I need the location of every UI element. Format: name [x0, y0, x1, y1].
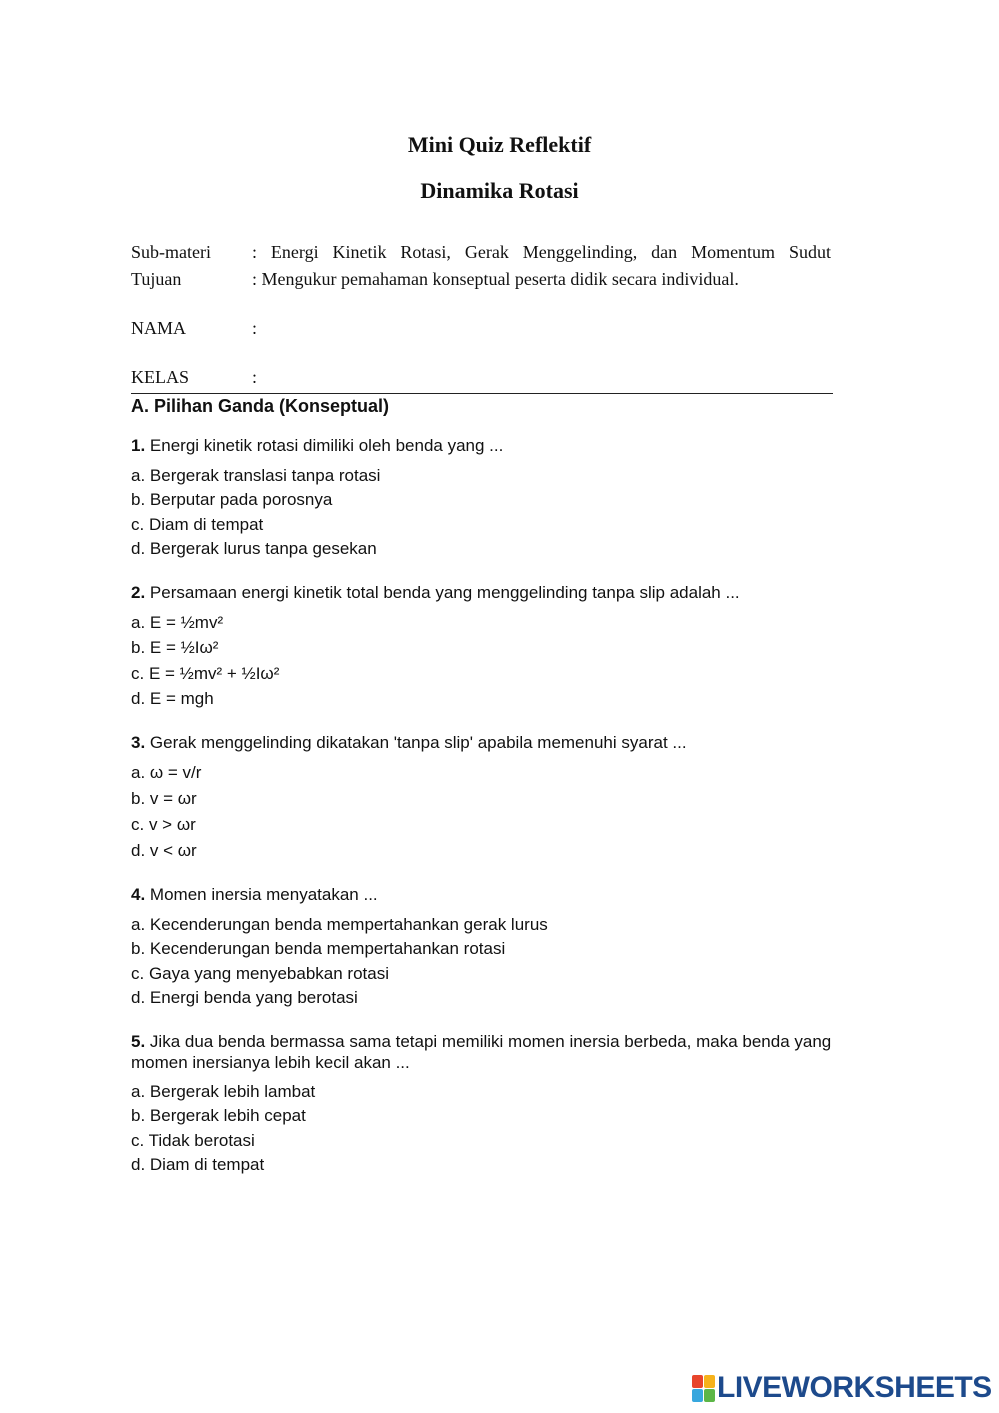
option-3c[interactable]: c. v > ωr: [131, 815, 196, 834]
page-subtitle: Dinamika Rotasi: [420, 178, 579, 203]
question-2: [131, 582, 851, 603]
option-1a[interactable]: a. Bergerak translasi tanpa rotasi: [131, 466, 381, 485]
logo-tile-v: [692, 1389, 703, 1402]
question-text: Persamaan energi kinetik total benda yang menggelinding tanpa slip adalah ...: [149, 583, 740, 602]
option-4c[interactable]: c. Gaya yang menyebabkan rotasi: [131, 964, 389, 983]
liveworksheets-logo-icon: [692, 1375, 714, 1401]
option-3a[interactable]: a. ω = v/r: [131, 763, 202, 782]
option-2d[interactable]: d. E = mgh: [131, 689, 214, 708]
question-text: Gerak menggelinding dikatakan 'tanpa slip' apabila memenuhi syarat ...: [149, 733, 687, 752]
option-4a[interactable]: a. Kecenderungan benda mempertahankan gerak lurus: [131, 915, 548, 934]
question-number: 2.: [131, 583, 146, 602]
liveworksheets-logo[interactable]: [692, 1373, 992, 1403]
option-4b[interactable]: b. Kecenderungan benda mempertahankan rotasi: [131, 939, 506, 958]
logo-text: LIVEWORKSHEETS: [717, 1371, 992, 1404]
header-divider: [131, 393, 833, 394]
question-text: Jika dua benda bermassa sama tetapi memiliki momen inersia berbeda, maka benda yang momen inersianya lebih kecil akan ...: [131, 1032, 832, 1072]
option-5a[interactable]: a. Bergerak lebih lambat: [131, 1082, 316, 1101]
submateri-label: Sub-materi: [131, 242, 211, 262]
question-1: [131, 435, 851, 456]
logo-tile-l: [692, 1375, 703, 1388]
question-text: Energi kinetik rotasi dimiliki oleh benda yang ...: [149, 436, 504, 455]
page-title: Mini Quiz Reflektif: [407, 132, 592, 157]
option-1c[interactable]: c. Diam di tempat: [131, 515, 264, 534]
tujuan-label: Tujuan: [131, 269, 182, 289]
option-5b[interactable]: b. Bergerak lebih cepat: [131, 1106, 306, 1125]
question-4: [131, 884, 851, 905]
option-4d[interactable]: d. Energi benda yang berotasi: [131, 988, 358, 1007]
tujuan-value: : Mengukur pemahaman konseptual peserta didik secara individual.: [252, 269, 739, 289]
question-text: Momen inersia menyatakan ...: [149, 885, 378, 904]
section-title: A. Pilihan Ganda (Konseptual): [131, 396, 390, 416]
option-2b[interactable]: b. E = ½Iω²: [131, 638, 219, 657]
nama-field[interactable]: :: [252, 318, 258, 338]
question-number: 4.: [131, 885, 146, 904]
logo-tile-i: [704, 1375, 715, 1388]
question-number: 1.: [131, 436, 146, 455]
option-1d[interactable]: d. Bergerak lurus tanpa gesekan: [131, 539, 377, 558]
option-1b[interactable]: b. Berputar pada porosnya: [131, 490, 333, 509]
question-3: [131, 732, 851, 753]
option-5d[interactable]: d. Diam di tempat: [131, 1155, 265, 1174]
option-3b[interactable]: b. v = ωr: [131, 789, 197, 808]
submateri-value: : Energi Kinetik Rotasi, Gerak Menggelinding, dan Momentum Sudut: [252, 242, 831, 262]
option-3d[interactable]: d. v < ωr: [131, 841, 197, 860]
option-2a[interactable]: a. E = ½mv²: [131, 613, 224, 632]
question-number: 3.: [131, 733, 146, 752]
kelas-label: KELAS: [131, 367, 189, 387]
question-5: [131, 1031, 851, 1073]
nama-label: NAMA: [131, 318, 187, 338]
question-number: 5.: [131, 1032, 146, 1051]
logo-tile-e: [704, 1389, 715, 1402]
option-2c[interactable]: c. E = ½mv² + ½Iω²: [131, 664, 280, 683]
kelas-field[interactable]: :: [252, 367, 258, 387]
option-5c[interactable]: c. Tidak berotasi: [131, 1131, 255, 1150]
